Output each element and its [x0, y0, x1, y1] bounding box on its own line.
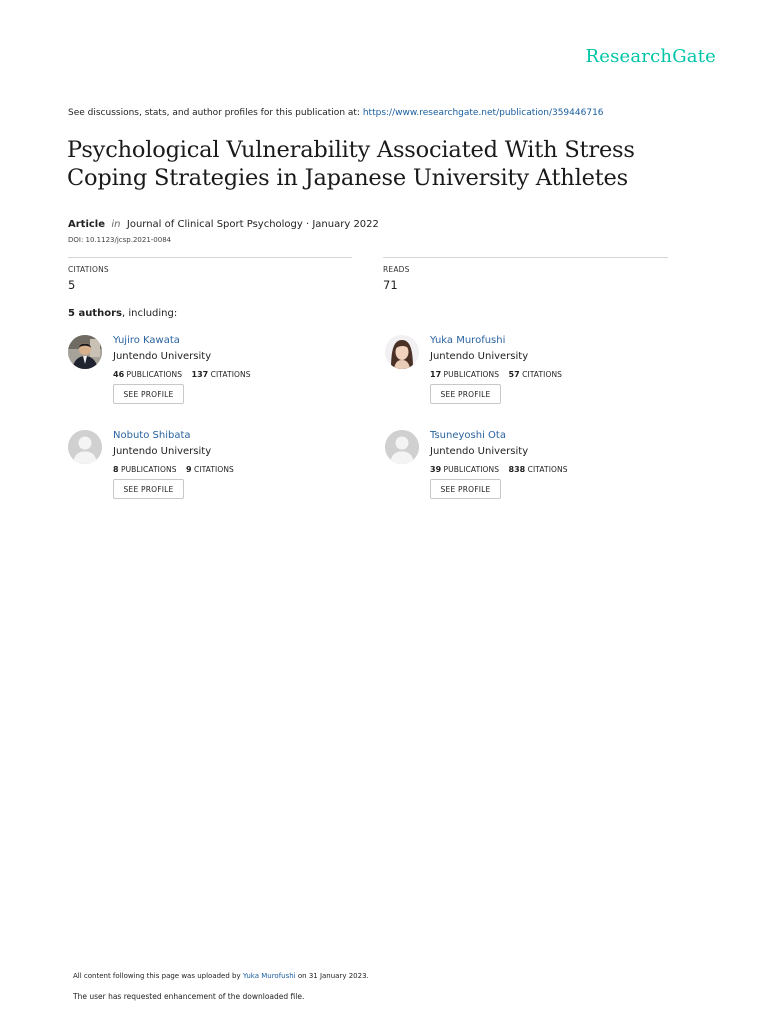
citations-count: 57: [508, 370, 520, 379]
citations-label: CITATIONS: [210, 370, 251, 379]
author-name-link[interactable]: Yujiro Kawata: [113, 335, 180, 346]
publications-label: PUBLICATIONS: [443, 370, 500, 379]
enhancement-note: The user has requested enhancement of the downloaded file.: [73, 992, 305, 1001]
reads-value: 71: [383, 278, 398, 292]
article-meta: [68, 219, 379, 230]
article-title-line-1: Psychological Vulnerability Associated With Stress: [67, 137, 635, 163]
reads-label: READS: [383, 265, 410, 274]
divider-citations: [68, 257, 352, 258]
author-card: [385, 430, 675, 510]
upload-note: [73, 972, 369, 980]
author-card: [385, 335, 675, 415]
see-profile-button[interactable]: SEE PROFILE: [113, 479, 184, 499]
citations-count: 838: [508, 465, 526, 474]
publications-label: PUBLICATIONS: [443, 465, 500, 474]
article-title: [67, 136, 707, 192]
article-title-line-2: Coping Strategies in Japanese University Athletes: [67, 165, 628, 191]
authors-heading: [68, 308, 177, 319]
author-institution: Juntendo University: [113, 351, 212, 362]
author-stats: [430, 465, 575, 474]
author-name-link[interactable]: Tsuneyoshi Ota: [430, 430, 506, 441]
citations-label: CITATIONS: [527, 465, 568, 474]
upload-suffix: on 31 January 2023.: [297, 972, 369, 980]
see-profile-button[interactable]: SEE PROFILE: [430, 479, 501, 499]
citations-label: CITATIONS: [68, 265, 109, 274]
journal-date: Journal of Clinical Sport Psychology · January 2022: [126, 219, 379, 230]
publications-count: 39: [430, 465, 442, 474]
divider-reads: [383, 257, 668, 258]
author-card: [68, 335, 358, 415]
upload-prefix: All content following this page was uploaded by: [73, 972, 241, 980]
author-stats: [113, 465, 241, 474]
author-photo[interactable]: [68, 335, 102, 369]
publications-label: PUBLICATIONS: [120, 465, 177, 474]
author-name-link[interactable]: Yuka Murofushi: [430, 335, 506, 346]
publications-count: 17: [430, 370, 442, 379]
authors-count: 5 authors: [68, 308, 122, 319]
author-institution: Juntendo University: [430, 351, 529, 362]
default-avatar-icon[interactable]: [385, 430, 419, 464]
author-stats: [430, 370, 569, 379]
discussions-text: See discussions, stats, and author profiles for this publication at:: [68, 108, 360, 118]
citations-count: 9: [185, 465, 192, 474]
authors-suffix: , including:: [121, 308, 178, 319]
article-doi: DOI: 10.1123/jcsp.2021-0084: [68, 236, 172, 244]
researchgate-logo[interactable]: ResearchGate: [585, 46, 716, 67]
uploader-link[interactable]: Yuka Murofushi: [242, 972, 296, 980]
publications-label: PUBLICATIONS: [126, 370, 183, 379]
article-type: Article: [68, 219, 106, 230]
see-profile-button[interactable]: SEE PROFILE: [430, 384, 501, 404]
citations-label: CITATIONS: [193, 465, 234, 474]
author-stats: [113, 370, 258, 379]
citations-count: 137: [191, 370, 209, 379]
citations-value: 5: [68, 278, 76, 292]
see-profile-button[interactable]: SEE PROFILE: [113, 384, 184, 404]
publications-count: 8: [113, 465, 119, 474]
author-name-link[interactable]: Nobuto Shibata: [113, 430, 191, 441]
in-label: in: [111, 219, 121, 230]
author-institution: Juntendo University: [430, 446, 529, 457]
discussions-line: [68, 108, 604, 118]
citations-label: CITATIONS: [522, 370, 563, 379]
default-avatar-icon[interactable]: [68, 430, 102, 464]
publications-count: 46: [113, 370, 125, 379]
author-institution: Juntendo University: [113, 446, 212, 457]
author-card: [68, 430, 358, 510]
author-photo[interactable]: [385, 335, 419, 369]
publication-url-link[interactable]: https://www.researchgate.net/publication/359446716: [362, 108, 604, 118]
